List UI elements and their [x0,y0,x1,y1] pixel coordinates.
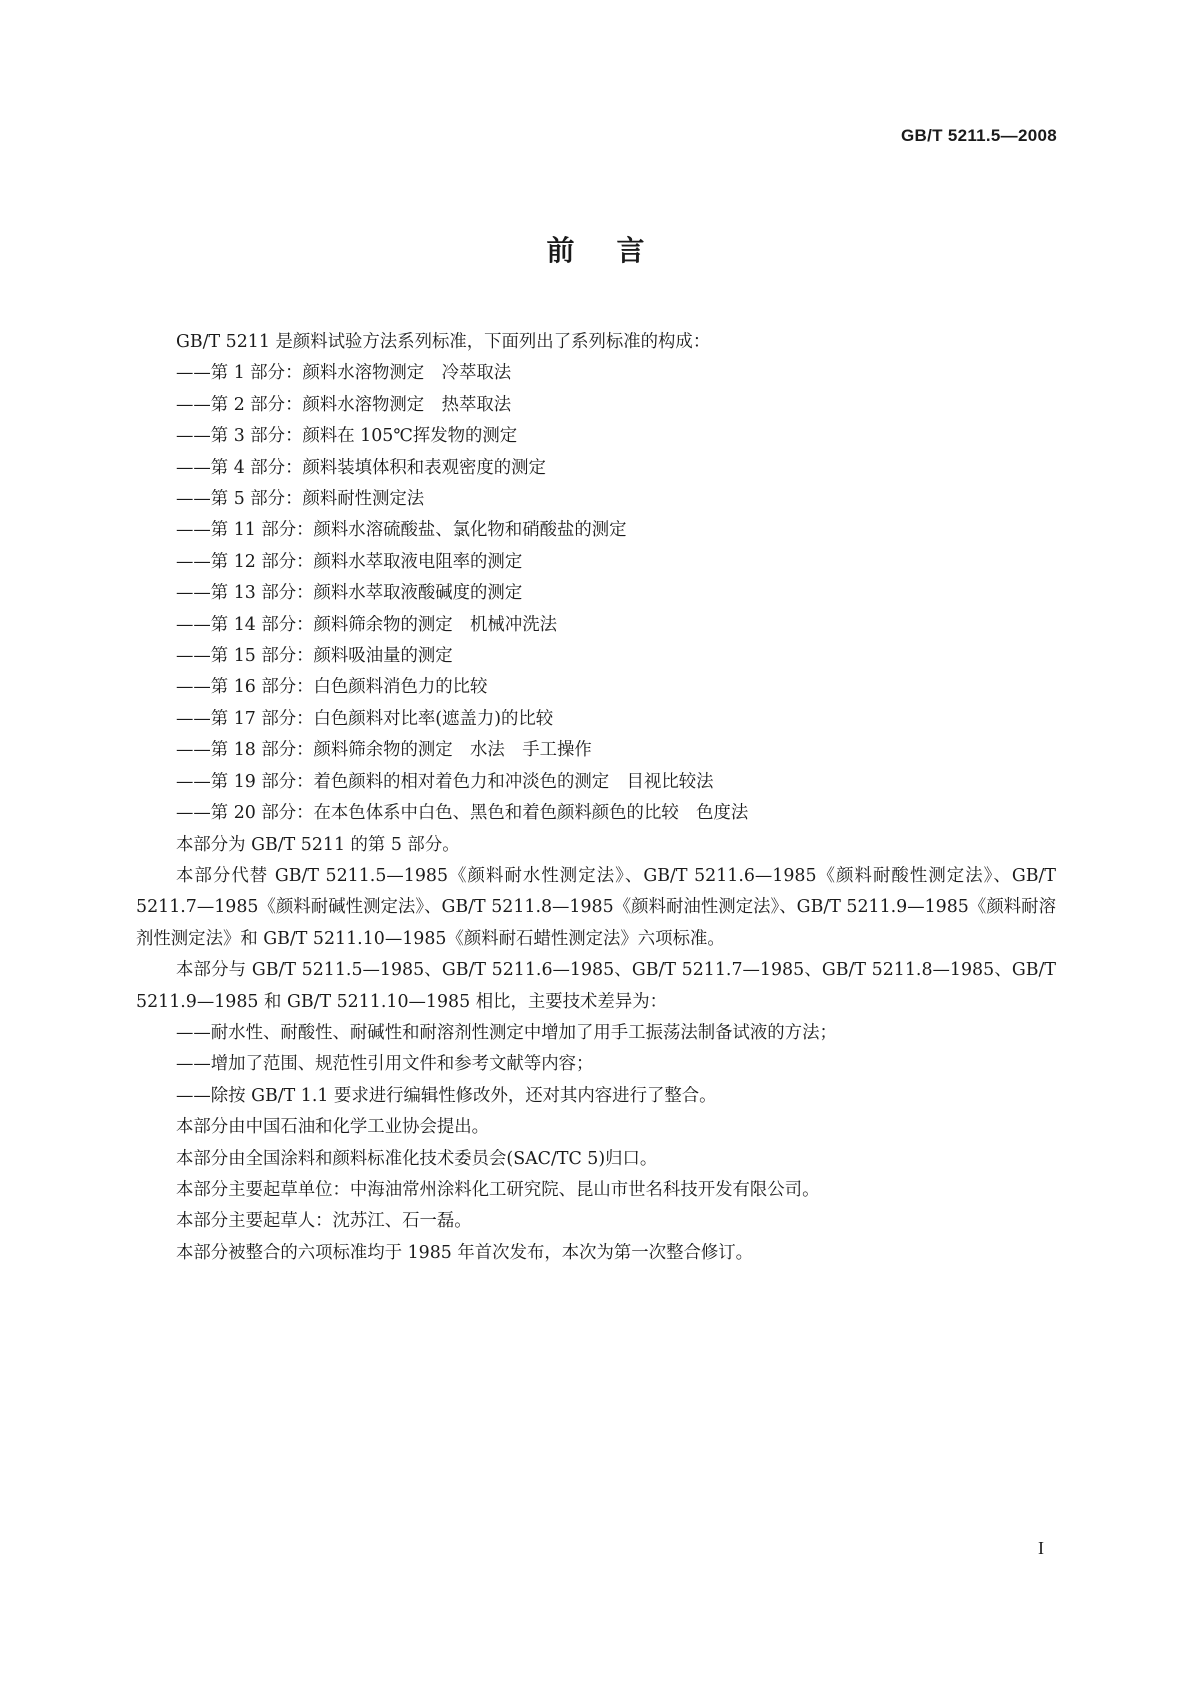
part-statement: 本部分为 GB/T 5211 的第 5 部分。 [176,834,460,855]
parts-list [136,358,1056,829]
drafters-paragraph: 本部分主要起草人：沈苏江、石一磊。 [176,1211,472,1232]
page-title: 前言 [546,234,687,267]
list-item: ——第 5 部分：颜料耐性测定法 [176,489,425,510]
proposer-paragraph: 本部分由中国石油和化学工业协会提出。 [176,1117,490,1138]
comparison-paragraph: 本部分与 GB/T 5211.5—1985、GB/T 5211.6—1985、GB/T 5211.7—1985、GB/T 5211.8—1985、GB/T 5211.9—1985 和 GB/T 5211.10—1985 相比，主要技术差异为： [136,960,1056,1012]
list-item: ——除按 GB/T 1.1 要求进行编辑性修改外，还对其内容进行了整合。 [176,1085,717,1106]
committee-paragraph: 本部分由全国涂料和颜料标准化技术委员会(SAC/TC 5)归口。 [176,1148,658,1169]
list-item: ——第 17 部分：白色颜料对比率(遮盖力)的比较 [176,708,554,729]
standard-code: GB/T 5211.5—2008 [900,126,1057,145]
list-item: ——第 1 部分：颜料水溶物测定 冷萃取法 [176,363,512,384]
differences-list [136,1018,1056,1112]
list-item: ——第 16 部分：白色颜料消色力的比较 [176,677,488,698]
list-item: ——第 12 部分：颜料水萃取液电阻率的测定 [176,551,523,572]
list-item: ——第 15 部分：颜料吸油量的测定 [176,646,453,667]
list-item: ——第 14 部分：颜料筛余物的测定 机械冲洗法 [176,614,557,635]
history-paragraph: 本部分被整合的六项标准均于 1985 年首次发布，本次为第一次整合修订。 [176,1242,754,1263]
list-item: ——耐水性、耐酸性、耐碱性和耐溶剂性测定中增加了用手工振荡法制备试液的方法； [176,1022,837,1043]
drafting-units-paragraph: 本部分主要起草单位：中海油常州涂料化工研究院、昆山市世名科技开发有限公司。 [176,1179,820,1200]
document-body [136,327,1056,1269]
replaces-paragraph: 本部分代替 GB/T 5211.5—1985《颜料耐水性测定法》、GB/T 5211.6—1985《颜料耐酸性测定法》、GB/T 5211.7—1985《颜料耐碱性测定法》、GB/T 5211.8—1985《颜料耐油性测定法》、GB/T 5211.9—1985《颜料耐溶剂性测定法》和 GB/T 5211.10—1985《颜料耐石蜡性测定法》六项标准。 [136,865,1056,949]
list-item: ——第 13 部分：颜料水萃取液酸碱度的测定 [176,583,523,604]
intro-paragraph: GB/T 5211 是颜料试验方法系列标准，下面列出了系列标准的构成： [176,332,711,352]
list-item: ——第 2 部分：颜料水溶物测定 热萃取法 [176,394,512,415]
list-item: ——第 20 部分：在本色体系中白色、黑色和着色颜料颜色的比较 色度法 [176,803,749,824]
list-item: ——第 18 部分：颜料筛余物的测定 水法 手工操作 [176,740,592,761]
list-item: ——第 3 部分：颜料在 105℃挥发物的测定 [176,426,518,447]
list-item: ——第 19 部分：着色颜料的相对着色力和冲淡色的测定 目视比较法 [176,771,714,792]
list-item: ——增加了范围、规范性引用文件和参考文献等内容； [176,1054,594,1075]
list-item: ——第 4 部分：颜料装填体积和表观密度的测定 [176,457,546,478]
page-number: I [1038,1538,1044,1558]
list-item: ——第 11 部分：颜料水溶硫酸盐、氯化物和硝酸盐的测定 [176,520,627,541]
